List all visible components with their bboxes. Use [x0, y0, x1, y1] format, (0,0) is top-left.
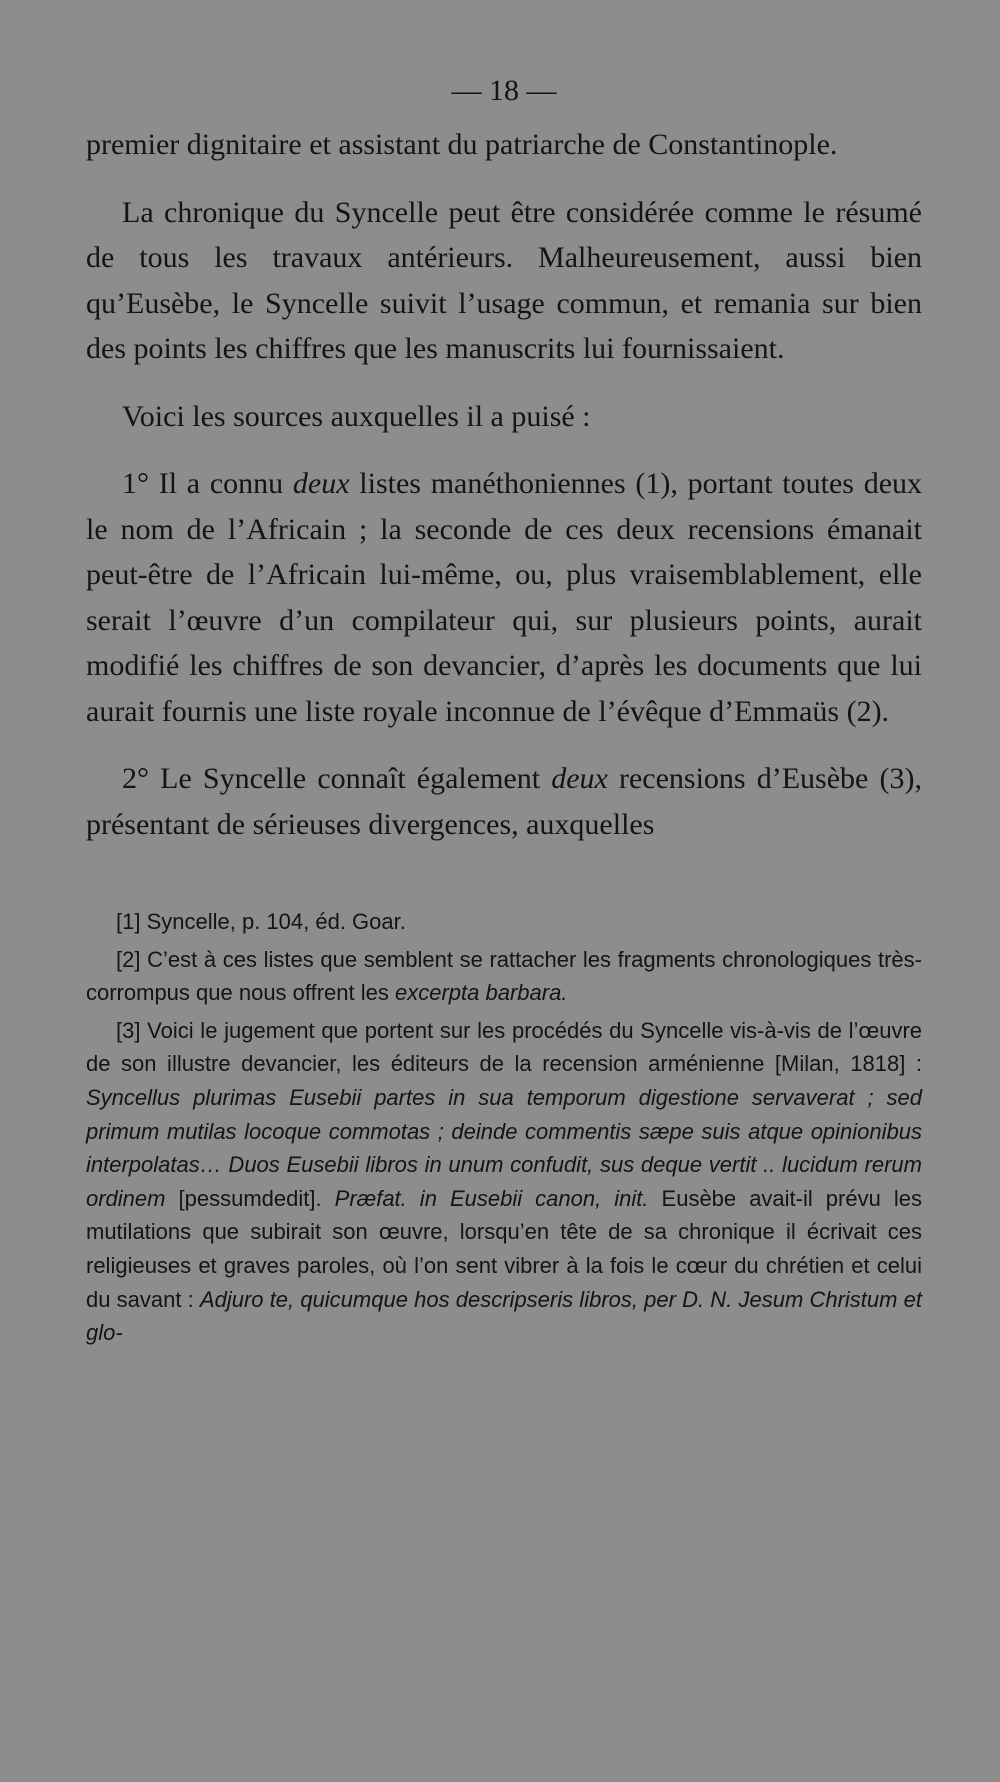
page-number: — 18 —: [451, 74, 557, 107]
main-text: [86, 122, 922, 847]
footnotes: [86, 905, 922, 1350]
point-1-text-b: listes manéthoniennes (1), portant toutes deux le nom de l’Africain ; la seconde de ces deux recensions émanait peut-être de l’Africain lui-même, ou, plus vraisemblablement, elle serait l’œuvre d’un compilateur qui, sur plusieurs points, aurait modifié les chiffres de son devancier, d’après les documents que lui aurait fournis une liste royale inconnue de l’évêque d’Emmaüs (2).: [86, 467, 923, 728]
footnote-3-text-a: [3] Voici le jugement que portent sur les procédés du Syncelle vis-à-vis de l’œuvre de son illustre devancier, les éditeurs de la recension arménienne [Milan, 1818] :: [86, 1017, 922, 1077]
footnote-separator: [86, 847, 922, 905]
footnote-2: [86, 943, 922, 1010]
footnote-3-citation: Præfat. in Eusebii canon, init.: [334, 1185, 649, 1211]
point-1-emphasis: deux: [292, 467, 350, 500]
footnote-3-latin-quote: Syncellus plurimas Eusebii partes in sua temporum digestione servaverat ; sed primum mutilas locoque commotas ; deinde commentis sæpe suis atque opinionibus interpolatas… Duos Eusebii libros in unum confudit, sus deque vertit .. lucidum rerum ordinem: [86, 1084, 922, 1211]
paragraph-point-1: [86, 461, 922, 734]
point-2-emphasis: deux: [551, 762, 608, 795]
footnote-2-text: [2] C’est à ces listes que semblent se rattacher les fragments chronologiques très-corrompus que nous offrent les: [86, 946, 922, 1006]
point-2-text-a: 2° Le Syncelle connaît également: [122, 762, 552, 795]
footnote-3-text-c: Eusèbe avait-il prévu les mutilations que subirait son œuvre, lorsqu’en tête de sa chronique il écrivait ces religieuses et graves paroles, où l’on sent vibrer à la fois le cœur du chrétien et celui du savant :: [86, 1185, 922, 1312]
footnote-2-italic: excerpta barbara.: [395, 980, 568, 1006]
paragraph-continuation: premier dignitaire et assistant du patriarche de Constantinople.: [86, 128, 838, 161]
footnote-3-text-b: [pessumdedit].: [165, 1185, 335, 1211]
book-page: [86, 66, 922, 1350]
footnote-3-latin-adjuration: Adjuro te, quicumque hos descripseris libros, per D. N. Jesum Christum et glo-: [86, 1286, 922, 1346]
paragraph-sources-intro: Voici les sources auxquelles il a puisé :: [122, 399, 591, 433]
point-1-text-a: 1° Il a connu: [122, 467, 293, 500]
point-2-text-b: recensions d’Eusèbe (3), présentant de sérieuses divergences, auxquelles: [86, 762, 922, 841]
paragraph-chronique: La chronique du Syncelle peut être considérée comme le résumé de tous les travaux antérieurs. Malheureusement, aussi bien qu’Eusèbe, le Syncelle suivit l’usage commun, et remania sur bien des points les chiffres que les manuscrits lui fournissaient.: [86, 195, 922, 365]
footnote-3: [86, 1014, 922, 1350]
paragraph-point-2: [86, 756, 922, 847]
footnote-1: [1] Syncelle, p. 104, éd. Goar.: [116, 909, 406, 934]
